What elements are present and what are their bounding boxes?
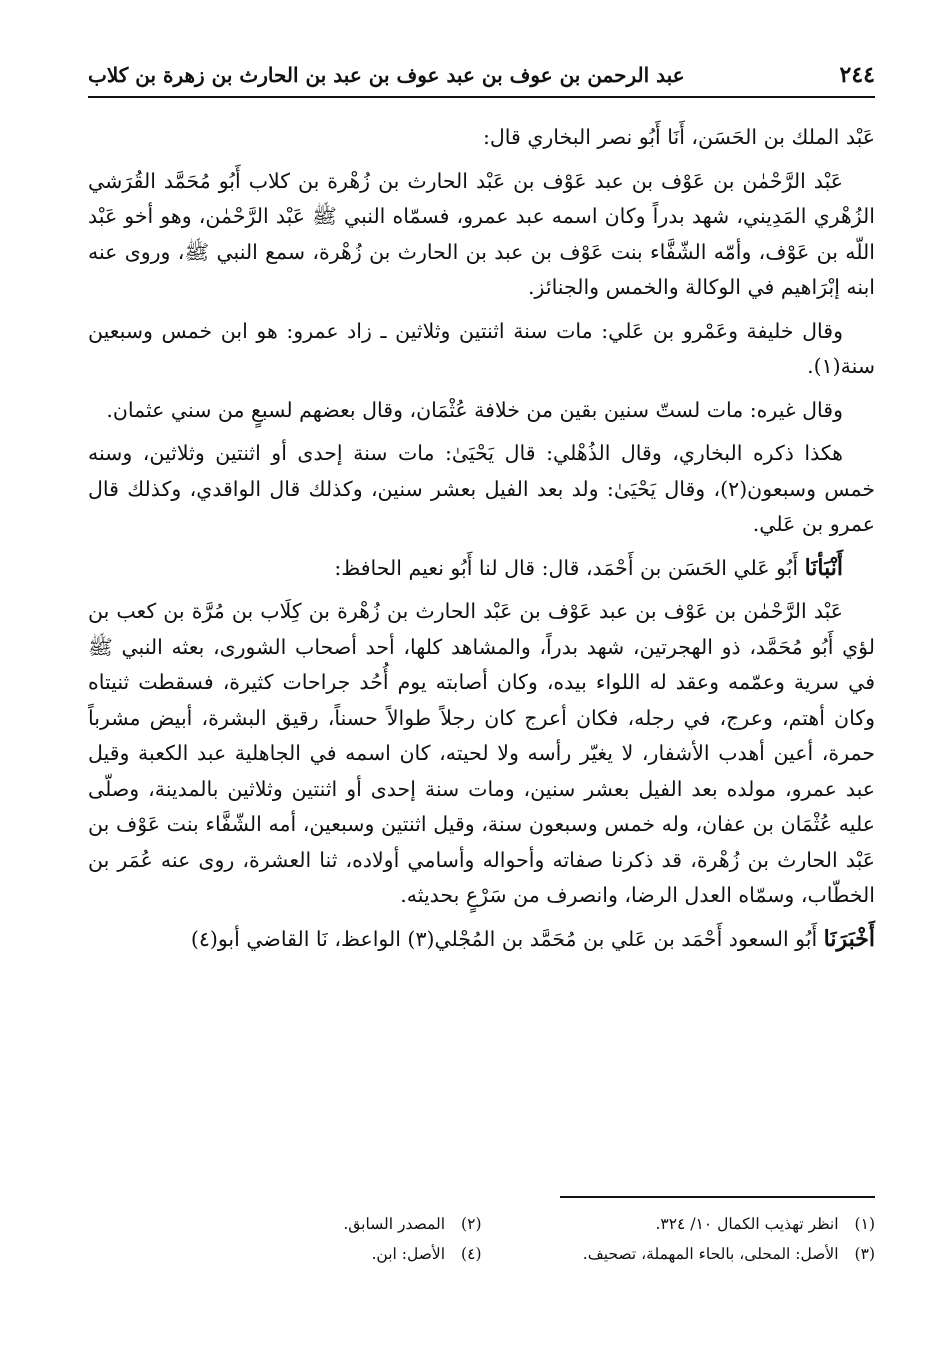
footnote bbox=[88, 1239, 482, 1269]
paragraph-text: وقال خليفة وعَمْرو بن عَلي: مات سنة اثنتين وثلاثين ـ زاد عمرو: هو ابن خمس وسبعين سنة(١). bbox=[88, 318, 875, 378]
paragraph-text: وقال غيره: مات لستّ سنين بقين من خلافة عُثْمَان، وقال بعضهم لسبعٍ من سني عثمان. bbox=[106, 397, 843, 422]
page-number: ٢٤٤ bbox=[839, 62, 875, 88]
running-header bbox=[88, 55, 875, 95]
footnote-number: (٣) bbox=[854, 1245, 875, 1263]
paragraph-text: عَبْد الرَّحْمٰن بن عَوْف بن عبد عَوْف بن عَبْد الحارث بن زُهْرة بن كِلَاب بن مُرَّة بن كعب بن لؤي أَبُو مُحَمَّد، ذو الهجرتين، شهد بدراً، والمشاهد كلها، أحد أصحاب الشورى، بعثه النبي ﷺ في سرية وعمّمه وعقد له اللواء بيده، وكان أصابته يوم أُحُد جراحات كثيرة، فسقطت ثنيتاه وكان أهتم، وعرج، في رجله، فكان أعرج كان رجلاً طوالاً حسناً، رقيق البشرة، أبيض مشرباً حمرة، أعين أهدب الأشفار، لا يغيّر رأسه ولا لحيته، كان اسمه في الجاهلية عبد الكعبة وقيل عبد عمرو، مولده بعد الفيل بعشر سنين، ومات سنة إحدى أو اثنتين وثلاثين بالمدينة، وصلّى عليه عُثْمَان بن عفان، وله خمس وسبعون سنة، وقيل اثنتين وسبعين، أمه الشّفَّاء بنت عَوْف بن عَبْد الحارث بن زُهْرة، قد ذكرنا صفاته وأحواله وأسامي أولاده، ثنا العشرة، روى عنه عُمَر بن الخطّاب، وسمّاه العدل الرضا، وانصرف من سَرْعٍ بحديثه. bbox=[88, 599, 875, 907]
paragraph-lead: أَخْبَرَنَا bbox=[823, 925, 875, 952]
paragraph-lead: أَنْبَأنَا bbox=[804, 554, 843, 581]
paragraph-text: هكذا ذكره البخاري، وقال الذُهْلي: قال يَحْيَىٰ: مات سنة إحدى أو اثنتين وثلاثين، وسنه خمس وسبعون(٢)، وقال يَحْيَىٰ: ولد بعد الفيل بعشر سنين، وكذلك قال الواقدي، وكذلك قال عمرو بن عَلي. bbox=[88, 441, 875, 536]
footnote-text: الأصل: المحلى، بالحاء المهملة، تصحيف. bbox=[582, 1245, 839, 1263]
paragraph bbox=[88, 436, 875, 543]
paragraph bbox=[88, 120, 875, 156]
main-text bbox=[88, 120, 875, 965]
paragraph bbox=[88, 164, 875, 306]
footnote-text: الأصل: ابن. bbox=[371, 1245, 446, 1263]
footnote-rule bbox=[560, 1196, 875, 1198]
paragraph-text: عَبْد الملك بن الحَسَن، أَنَا أَبُو نصر البخاري قال: bbox=[483, 125, 875, 149]
footnote bbox=[88, 1209, 482, 1239]
paragraph bbox=[88, 314, 875, 385]
paragraph bbox=[88, 551, 875, 587]
footnote-number: (٢) bbox=[461, 1215, 482, 1233]
paragraph bbox=[88, 922, 875, 958]
footnote-text: انظر تهذيب الكمال ١٠/ ٣٢٤. bbox=[655, 1215, 839, 1233]
paragraph-text: أَبُو عَلي الحَسَن بن أَحْمَد، قال: قال لنا أَبُو نعيم الحافظ: bbox=[334, 555, 805, 580]
header-rule bbox=[88, 96, 875, 98]
footnote-row bbox=[88, 1239, 875, 1269]
paragraph bbox=[88, 594, 875, 914]
footnote-number: (١) bbox=[854, 1215, 875, 1233]
running-title: عبد الرحمن بن عوف بن عبد عوف بن عبد بن الحارث بن زهرة بن كلاب bbox=[88, 63, 685, 87]
footnote-number: (٤) bbox=[461, 1245, 482, 1263]
footnotes bbox=[88, 1209, 875, 1269]
footnote bbox=[482, 1239, 876, 1269]
paragraph bbox=[88, 393, 875, 429]
footnote-text: المصدر السابق. bbox=[343, 1215, 446, 1233]
footnote-row bbox=[88, 1209, 875, 1239]
footnote bbox=[482, 1209, 876, 1239]
paragraph-text: أَبُو السعود أَحْمَد بن عَلي بن مُحَمَّد بن المُجْلي(٣) الواعظ، نَا القاضي أبو(٤) bbox=[190, 926, 824, 951]
paragraph-text: عَبْد الرَّحْمٰن بن عَوْف بن عبد عَوْف بن عَبْد الحارث بن زُهْرة بن كلاب أَبُو مُحَمَّد القُرَشي الزُهْري المَدِيني، شهد بدراً وكان اسمه عبد عمرو، فسمّاه النبي ﷺ عَبْد الرَّحْمٰن، وهو أخو عَبْد اللّه بن عَوْف، وأمّه الشّفَّاء بنت عَوْف بن عبد بن الحارث بن زُهْرة، سمع النبي ﷺ، وروى عنه ابنه إبْرَاهيم في الوكالة والخمس والجنائز. bbox=[88, 168, 875, 299]
